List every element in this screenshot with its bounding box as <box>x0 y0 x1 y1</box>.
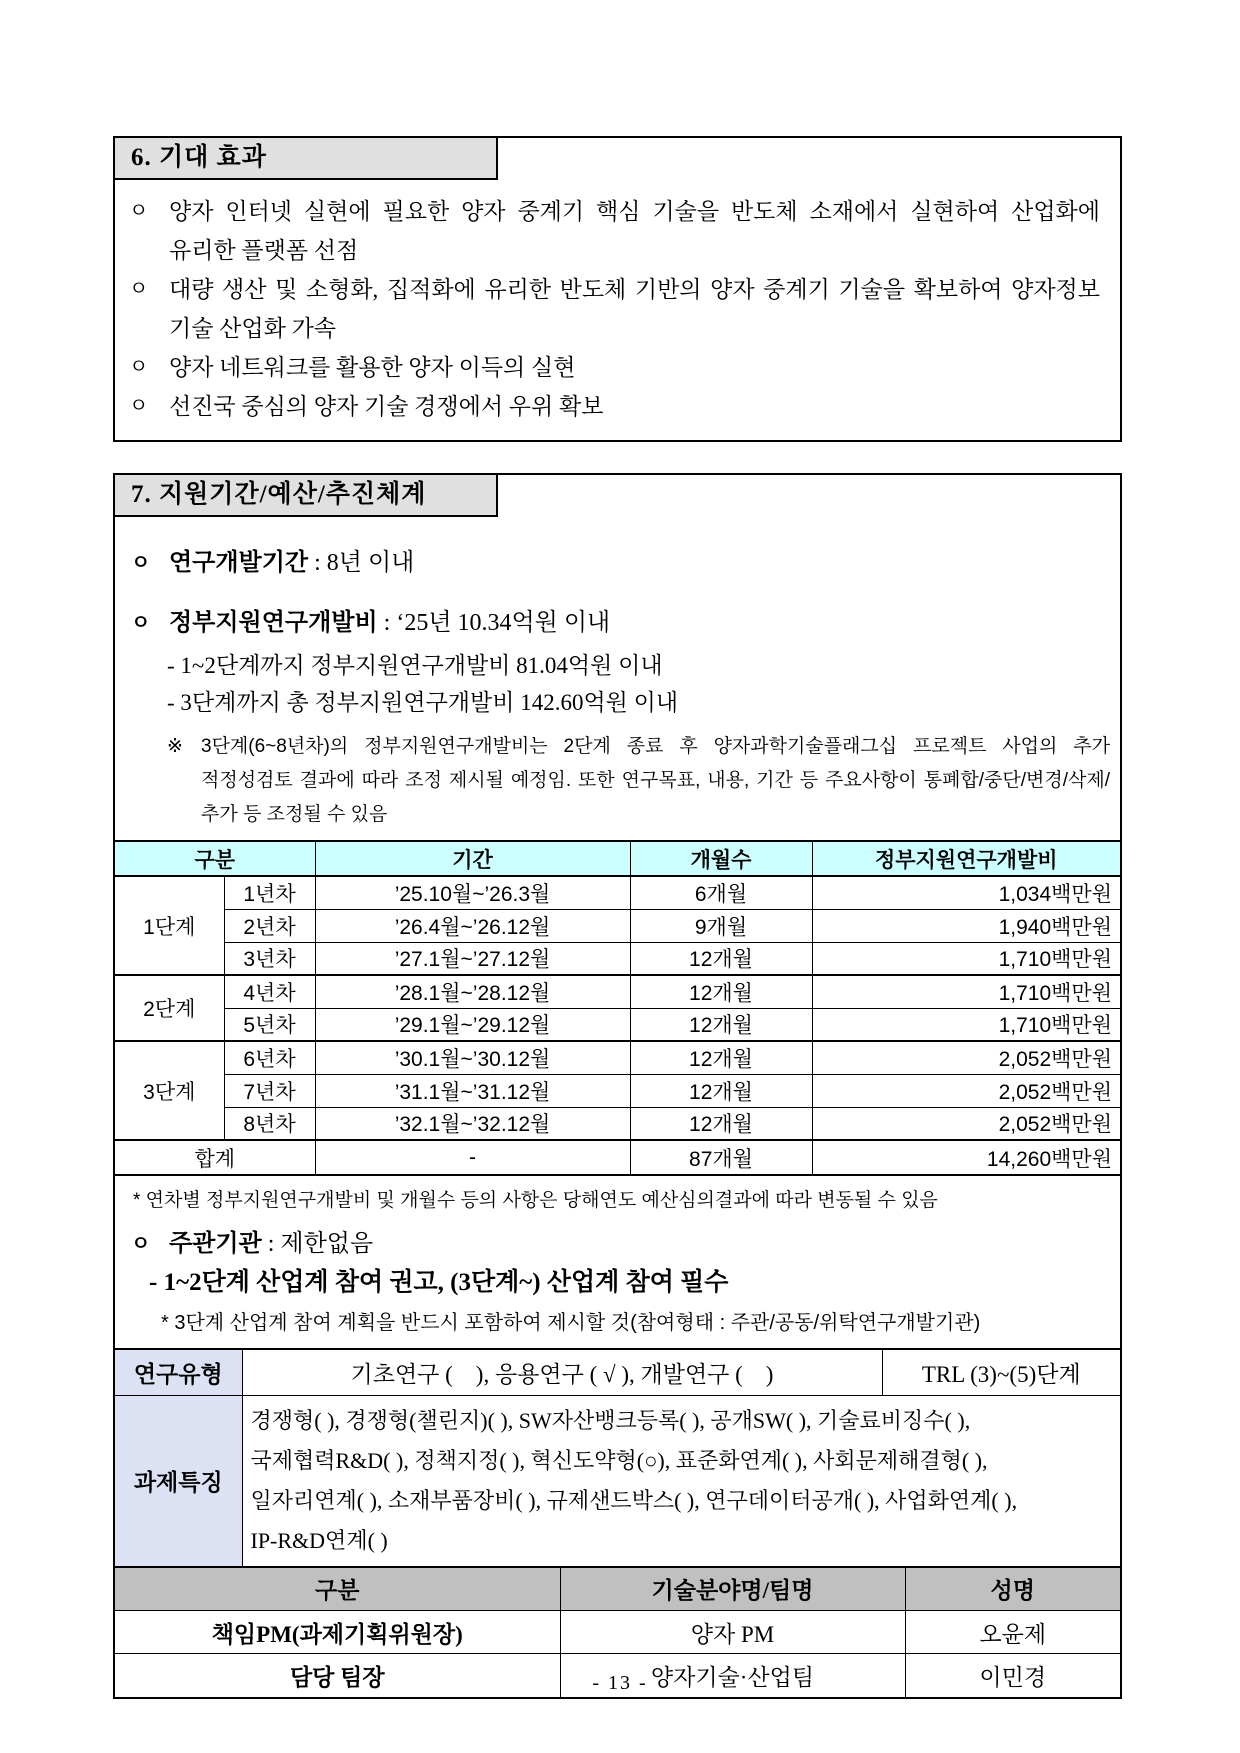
contact-role: 책임PM(과제기획위원장) <box>115 1611 560 1654</box>
budget-row <box>115 876 1120 909</box>
period-cell: ’27.1월~’27.12월 <box>315 942 630 975</box>
host-org-label: 주관기관 <box>169 1231 262 1257</box>
budget-header-months: 개월수 <box>630 841 812 876</box>
budget-table-note: * 연차별 정부지원연구개발비 및 개월수 등의 사항은 당해연도 예산심의결과에 따라 변동될 수 있음 <box>133 1190 938 1211</box>
task-features-line: IP-R&D연계( ) <box>250 1527 388 1553</box>
budget-cell: 2,052백만원 <box>812 1041 1120 1074</box>
section6-title <box>115 138 498 180</box>
months-cell: 12개월 <box>630 975 812 1008</box>
rnd-period-value: : 8년 이내 <box>314 550 415 576</box>
research-type-options: 기초연구 ( ), 응용연구 ( √ ), 개발연구 ( ) <box>242 1349 882 1395</box>
year-cell: 4년차 <box>224 975 315 1008</box>
task-features-line: 경쟁형( ), 경쟁형(챌린지)( ), SW자산뱅크등록( ), 공개SW( ), 기술료비징수( ), <box>250 1407 971 1433</box>
gov-fund-subline: - 3단계까지 총 정부지원연구개발비 142.60억원 이내 <box>167 690 679 715</box>
contact-header-gubun: 구분 <box>115 1568 560 1611</box>
total-months-cell: 87개월 <box>630 1140 812 1175</box>
task-features-row <box>115 1395 1120 1567</box>
gov-fund-text <box>169 607 610 639</box>
gov-fund-label: 정부지원연구개발비 <box>169 610 378 636</box>
months-cell: 12개월 <box>630 1008 812 1041</box>
stage-cell: 3단계 <box>115 1041 224 1140</box>
period-cell: ’26.4월~’26.12월 <box>315 909 630 942</box>
section7-title-text: 7. 지원기간/예산/추진체계 <box>131 481 427 508</box>
budget-cell: 1,710백만원 <box>812 942 1120 975</box>
gov-fund-subline: - 1~2단계까지 정부지원연구개발비 81.04억원 이내 <box>167 653 663 678</box>
budget-row <box>115 942 1120 975</box>
contact-name: 오윤제 <box>905 1611 1120 1654</box>
budget-row <box>115 909 1120 942</box>
bullet-item <box>129 270 1100 348</box>
research-type-table <box>115 1348 1120 1568</box>
page-number: - 13 - <box>592 1672 648 1694</box>
contact-header-team: 기술분야명/팀명 <box>560 1568 905 1611</box>
research-type-row <box>115 1349 1120 1395</box>
budget-cell: 1,710백만원 <box>812 975 1120 1008</box>
year-cell: 3년차 <box>224 942 315 975</box>
industry-participation-line: - 1~2단계 산업계 참여 권고, (3단계~) 산업계 참여 필수 <box>149 1269 729 1296</box>
task-features-header: 과제특징 <box>115 1395 242 1567</box>
bullet-item <box>129 192 1100 270</box>
months-cell: 12개월 <box>630 1041 812 1074</box>
contact-row <box>115 1611 1120 1654</box>
bullet-marker: ㅇ <box>129 278 149 300</box>
budget-header-row <box>115 841 1120 876</box>
contact-team: 양자 PM <box>560 1611 905 1654</box>
bullet-marker: ㅇ <box>129 356 149 378</box>
contact-header-row <box>115 1568 1120 1611</box>
bullet-item <box>129 348 1100 387</box>
research-type-header: 연구유형 <box>115 1349 242 1395</box>
section-gap <box>113 442 1122 473</box>
host-org-value: : 제한없음 <box>267 1231 374 1257</box>
refnote-text: 3단계(6~8년차)의 정부지원연구개발비는 2단계 종료 후 양자과학기술플래그십 프로젝트 사업의 추가 적정성검토 결과에 따라 조정 제시될 예정임. 또한 연구목표, 내용, 기간 등 주요사항이 통폐합/중단/변경/삭제/추가 등 조정될 수 있음 <box>201 736 1110 825</box>
period-cell: ’32.1월~’32.12월 <box>315 1107 630 1140</box>
year-cell: 8년차 <box>224 1107 315 1140</box>
section-expected-effects <box>113 136 1122 442</box>
refnote-marker: ※ <box>167 736 183 757</box>
total-period-cell: - <box>315 1140 630 1175</box>
trl-stage-cell: TRL (3)~(5)단계 <box>882 1349 1120 1395</box>
contact-team: 양자기술·산업팀 <box>560 1654 905 1697</box>
bullet-item <box>129 387 1100 426</box>
contact-role: 담당 팀장 <box>115 1654 560 1697</box>
section-support-period-budget <box>113 473 1122 1699</box>
host-org-line <box>115 1228 1120 1260</box>
year-cell: 5년차 <box>224 1008 315 1041</box>
budget-total-row <box>115 1140 1120 1175</box>
section7-title <box>115 475 498 517</box>
task-features-line: 일자리연계( ), 소재부품장비( ), 규제샌드박스( ), 연구데이터공개( ), 사업화연계( ), <box>250 1487 1018 1513</box>
contact-name: 이민경 <box>905 1654 1120 1697</box>
period-cell: ’25.10월~’26.3월 <box>315 876 630 909</box>
budget-cell: 1,034백만원 <box>812 876 1120 909</box>
year-cell: 1년차 <box>224 876 315 909</box>
item-marker: ㅇ <box>131 1233 151 1255</box>
months-cell: 9개월 <box>630 909 812 942</box>
section6-body <box>115 180 1120 440</box>
item-marker: ㅇ <box>131 552 151 574</box>
budget-row <box>115 975 1120 1008</box>
task-features-line: 국제협력R&D( ), 정책지정( ), 혁신도약형(○), 표준화연계( ), 사회문제해결형( ), <box>250 1447 988 1473</box>
bullet-text: 양자 인터넷 실현에 필요한 양자 중계기 핵심 기술을 반도체 소재에서 실현하여 산업화에 유리한 플랫폼 선점 <box>169 199 1100 263</box>
budget-table <box>115 840 1120 1176</box>
budget-row <box>115 1041 1120 1074</box>
year-cell: 7년차 <box>224 1074 315 1107</box>
contact-header-name: 성명 <box>905 1568 1120 1611</box>
section7-body <box>115 547 1120 1697</box>
budget-row <box>115 1074 1120 1107</box>
bullet-marker: ㅇ <box>129 200 149 222</box>
bullet-text: 선진국 중심의 양자 기술 경쟁에서 우위 확보 <box>169 394 604 419</box>
total-label-cell: 합계 <box>115 1140 315 1175</box>
industry-participation-note: * 3단계 산업계 참여 계획을 반드시 포함하여 제시할 것(참여형태 : 주관/공동/위탁연구개발기관) <box>161 1312 981 1334</box>
budget-cell: 1,710백만원 <box>812 1008 1120 1041</box>
period-cell: ’29.1월~’29.12월 <box>315 1008 630 1041</box>
period-cell: ’30.1월~’30.12월 <box>315 1041 630 1074</box>
period-cell: ’31.1월~’31.12월 <box>315 1074 630 1107</box>
budget-header-gubun: 구분 <box>115 841 315 876</box>
budget-row <box>115 1008 1120 1041</box>
period-cell: ’28.1월~’28.12월 <box>315 975 630 1008</box>
gov-fund-refnote <box>167 730 1110 832</box>
budget-row <box>115 1107 1120 1140</box>
budget-header-period: 기간 <box>315 841 630 876</box>
total-budget-cell: 14,260백만원 <box>812 1140 1120 1175</box>
host-org-text <box>169 1228 373 1260</box>
stage-cell: 1단계 <box>115 876 224 975</box>
year-cell: 6년차 <box>224 1041 315 1074</box>
rnd-period-line <box>115 547 1120 579</box>
rnd-period-text <box>169 547 414 579</box>
section6-title-text: 6. 기대 효과 <box>131 144 267 171</box>
year-cell: 2년차 <box>224 909 315 942</box>
stage-cell: 2단계 <box>115 975 224 1041</box>
budget-cell: 2,052백만원 <box>812 1074 1120 1107</box>
task-features-content <box>242 1395 1120 1567</box>
bullet-marker: ㅇ <box>129 395 149 417</box>
rnd-period-label: 연구개발기간 <box>169 550 309 576</box>
months-cell: 12개월 <box>630 1107 812 1140</box>
months-cell: 6개월 <box>630 876 812 909</box>
budget-cell: 2,052백만원 <box>812 1107 1120 1140</box>
bullet-text: 대량 생산 및 소형화, 집적화에 유리한 반도체 기반의 양자 중계기 기술을 확보하여 양자정보 기술 산업화 가속 <box>169 277 1100 341</box>
budget-header-budget: 정부지원연구개발비 <box>812 841 1120 876</box>
gov-fund-value: : ‘25년 10.34억원 이내 <box>383 610 611 636</box>
budget-cell: 1,940백만원 <box>812 909 1120 942</box>
bullet-text: 양자 네트워크를 활용한 양자 이득의 실현 <box>169 355 576 380</box>
gov-fund-line <box>115 607 1120 639</box>
item-marker: ㅇ <box>131 612 151 634</box>
months-cell: 12개월 <box>630 942 812 975</box>
months-cell: 12개월 <box>630 1074 812 1107</box>
